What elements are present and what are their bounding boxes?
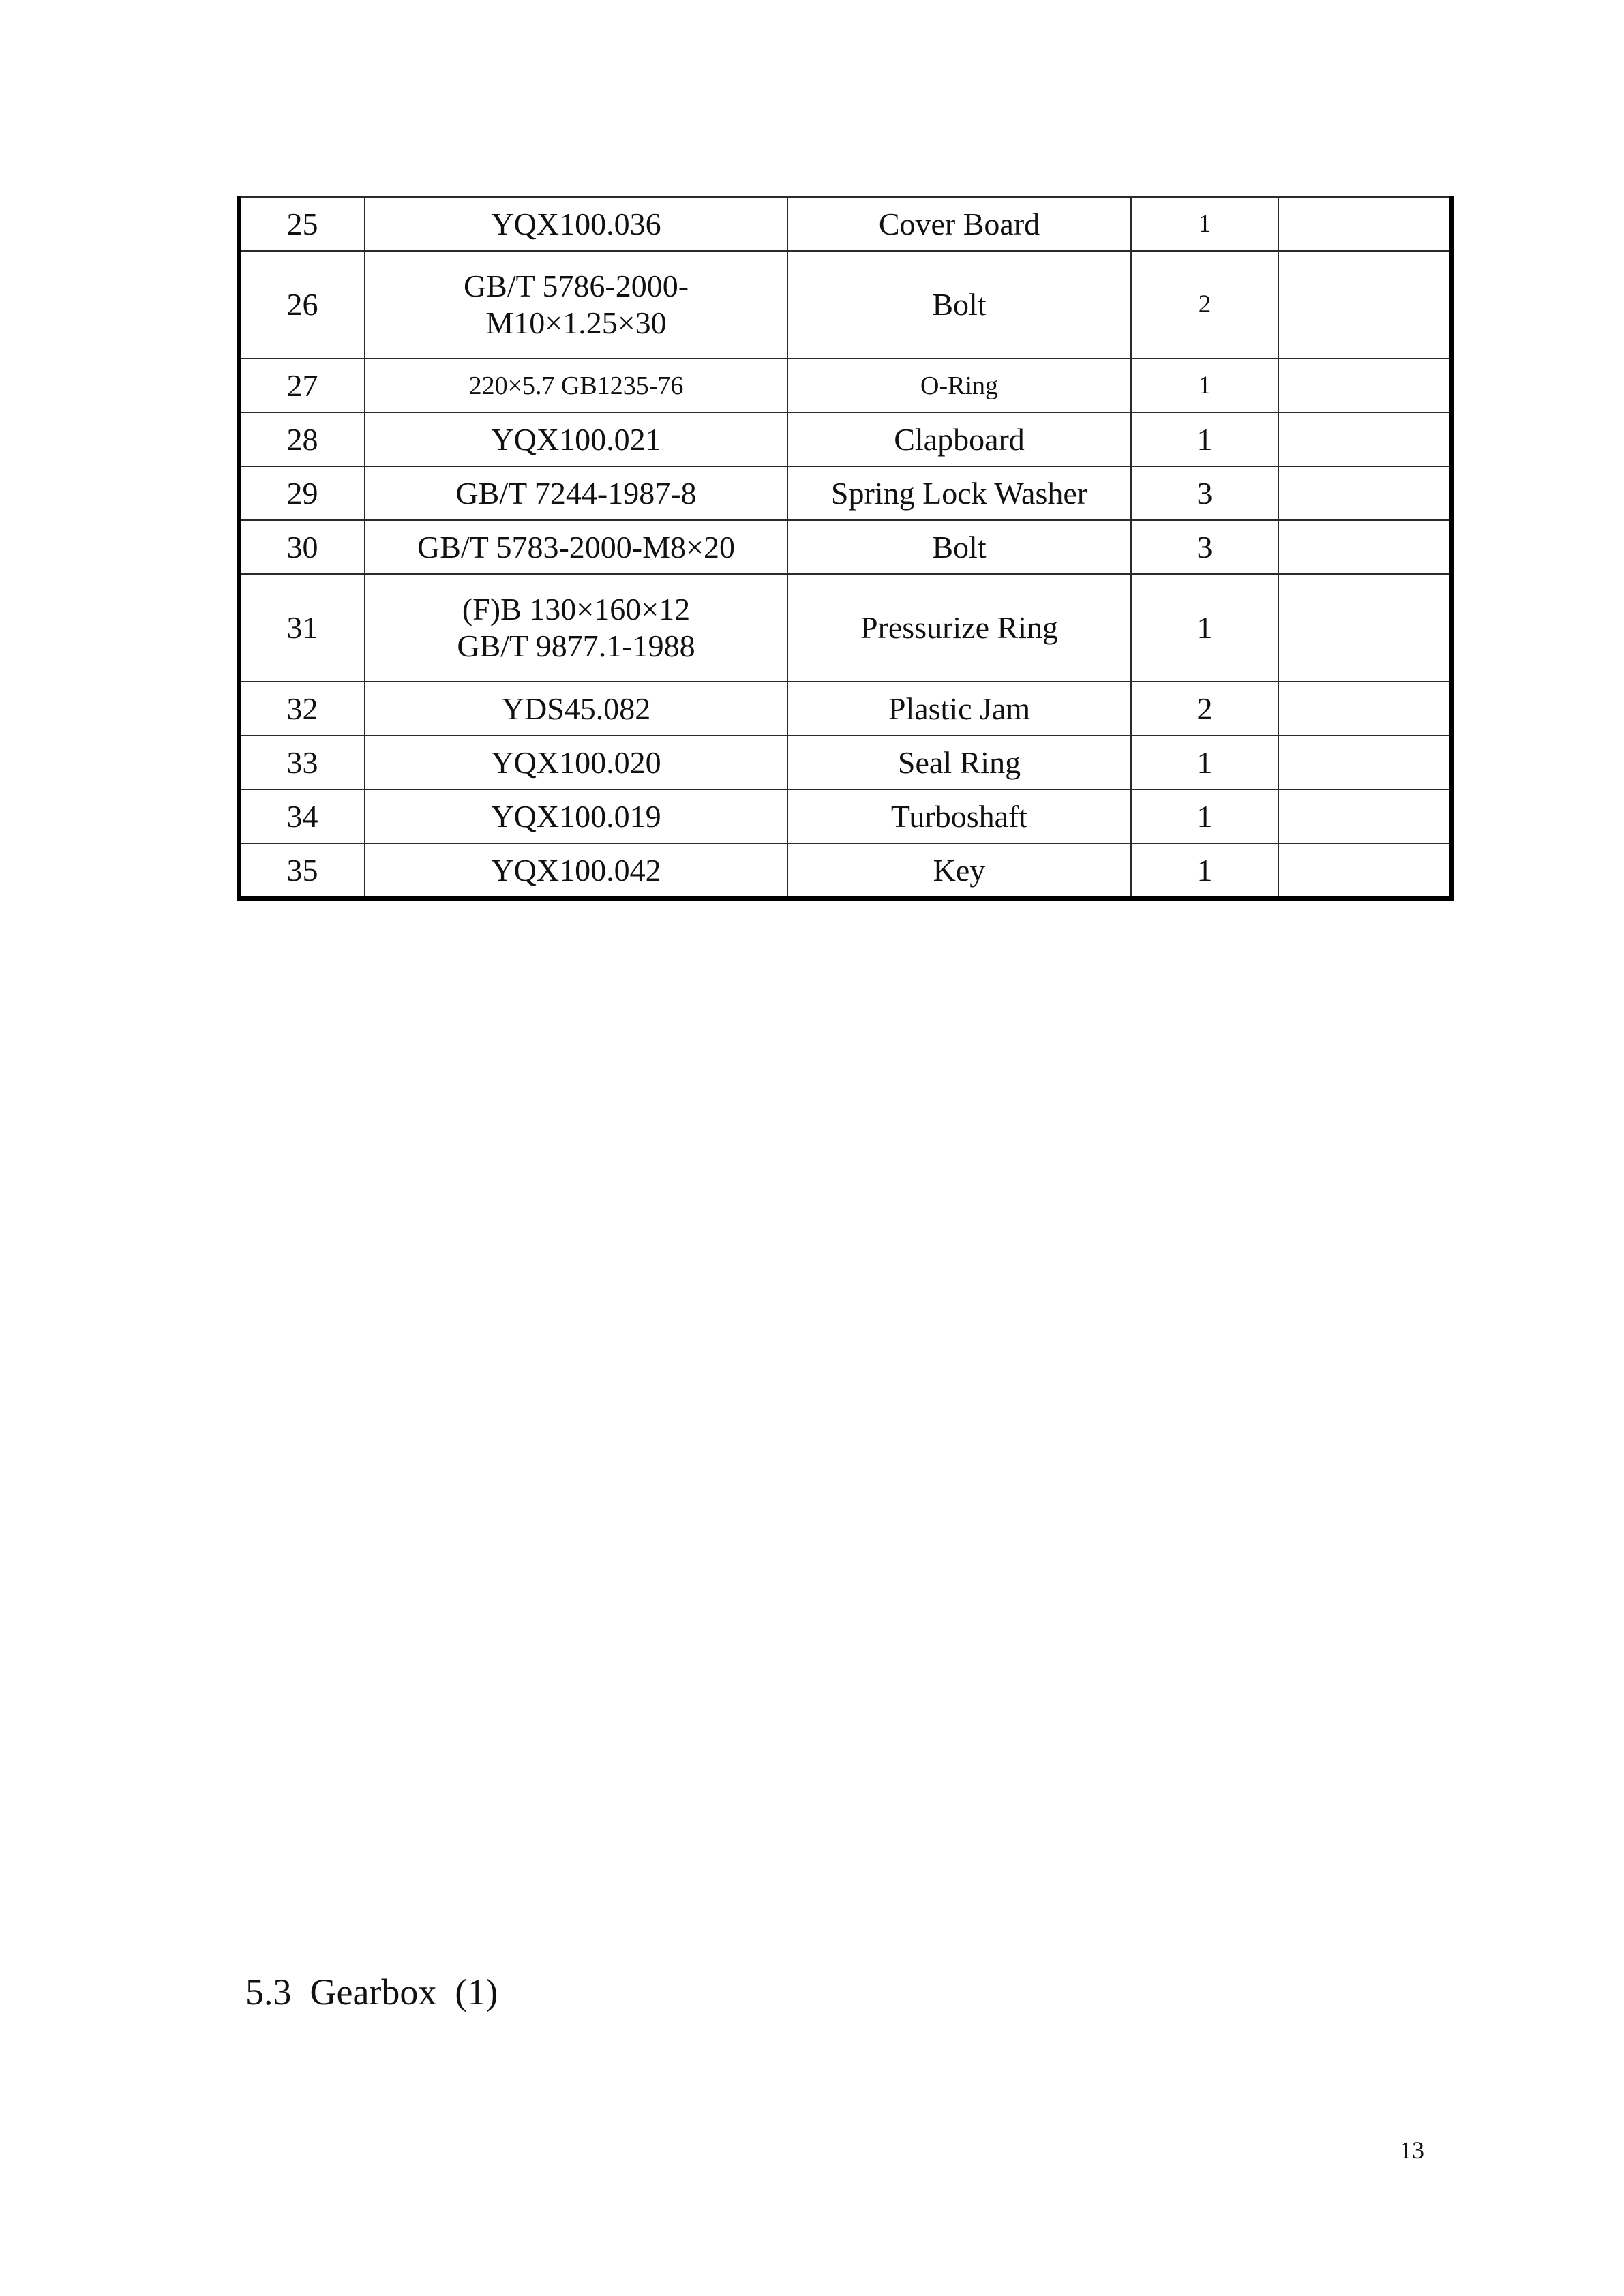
part-code: YDS45.082 — [365, 682, 787, 736]
part-name: Key — [787, 843, 1131, 898]
item-number: 31 — [239, 574, 365, 682]
item-number: 30 — [239, 520, 365, 574]
parts-table — [237, 196, 1454, 901]
quantity: 2 — [1131, 251, 1278, 359]
remark — [1278, 736, 1452, 789]
remark — [1278, 574, 1452, 682]
part-code: YQX100.021 — [365, 412, 787, 466]
item-number: 29 — [239, 466, 365, 520]
part-code: YQX100.042 — [365, 843, 787, 898]
part-code — [365, 574, 787, 682]
item-number: 28 — [239, 412, 365, 466]
quantity: 2 — [1131, 682, 1278, 736]
item-number: 25 — [239, 197, 365, 251]
remark — [1278, 197, 1452, 251]
remark — [1278, 843, 1452, 898]
remark — [1278, 251, 1452, 359]
table-row — [239, 843, 1452, 898]
part-name: O-Ring — [787, 359, 1131, 412]
remark — [1278, 789, 1452, 843]
part-code: GB/T 7244-1987-8 — [365, 466, 787, 520]
quantity: 1 — [1131, 843, 1278, 898]
quantity: 1 — [1131, 736, 1278, 789]
part-code: YQX100.036 — [365, 197, 787, 251]
quantity: 1 — [1131, 789, 1278, 843]
table-row — [239, 197, 1452, 251]
remark — [1278, 520, 1452, 574]
quantity: 1 — [1131, 359, 1278, 412]
item-number: 26 — [239, 251, 365, 359]
part-name: Pressurize Ring — [787, 574, 1131, 682]
table-row — [239, 466, 1452, 520]
remark — [1278, 682, 1452, 736]
part-name: Turboshaft — [787, 789, 1131, 843]
table-row — [239, 789, 1452, 843]
item-number: 35 — [239, 843, 365, 898]
part-code: GB/T 5783-2000-M8×20 — [365, 520, 787, 574]
remark — [1278, 412, 1452, 466]
part-code — [365, 251, 787, 359]
quantity: 3 — [1131, 520, 1278, 574]
part-name: Cover Board — [787, 197, 1131, 251]
table-row — [239, 251, 1452, 359]
part-code-line: GB/T 9877.1-1988 — [457, 629, 695, 663]
section-heading: 5.3 Gearbox (1) — [245, 1972, 498, 2012]
part-code: 220×5.7 GB1235-76 — [365, 359, 787, 412]
part-code: YQX100.019 — [365, 789, 787, 843]
part-code-line: (F)B 130×160×12 — [462, 592, 691, 626]
remark — [1278, 359, 1452, 412]
page-number: 13 — [1400, 2136, 1424, 2164]
table-row — [239, 412, 1452, 466]
table-row — [239, 359, 1452, 412]
part-name: Plastic Jam — [787, 682, 1131, 736]
table-row — [239, 574, 1452, 682]
item-number: 33 — [239, 736, 365, 789]
quantity: 1 — [1131, 412, 1278, 466]
table-row — [239, 520, 1452, 574]
part-code-line: GB/T 5786-2000- — [463, 269, 689, 303]
part-name: Seal Ring — [787, 736, 1131, 789]
table-row — [239, 736, 1452, 789]
part-name: Spring Lock Washer — [787, 466, 1131, 520]
part-code-line: M10×1.25×30 — [485, 305, 667, 340]
item-number: 32 — [239, 682, 365, 736]
table-row — [239, 682, 1452, 736]
quantity: 1 — [1131, 574, 1278, 682]
item-number: 27 — [239, 359, 365, 412]
quantity: 1 — [1131, 197, 1278, 251]
part-code: YQX100.020 — [365, 736, 787, 789]
part-name: Bolt — [787, 251, 1131, 359]
item-number: 34 — [239, 789, 365, 843]
remark — [1278, 466, 1452, 520]
quantity: 3 — [1131, 466, 1278, 520]
part-name: Clapboard — [787, 412, 1131, 466]
part-name: Bolt — [787, 520, 1131, 574]
